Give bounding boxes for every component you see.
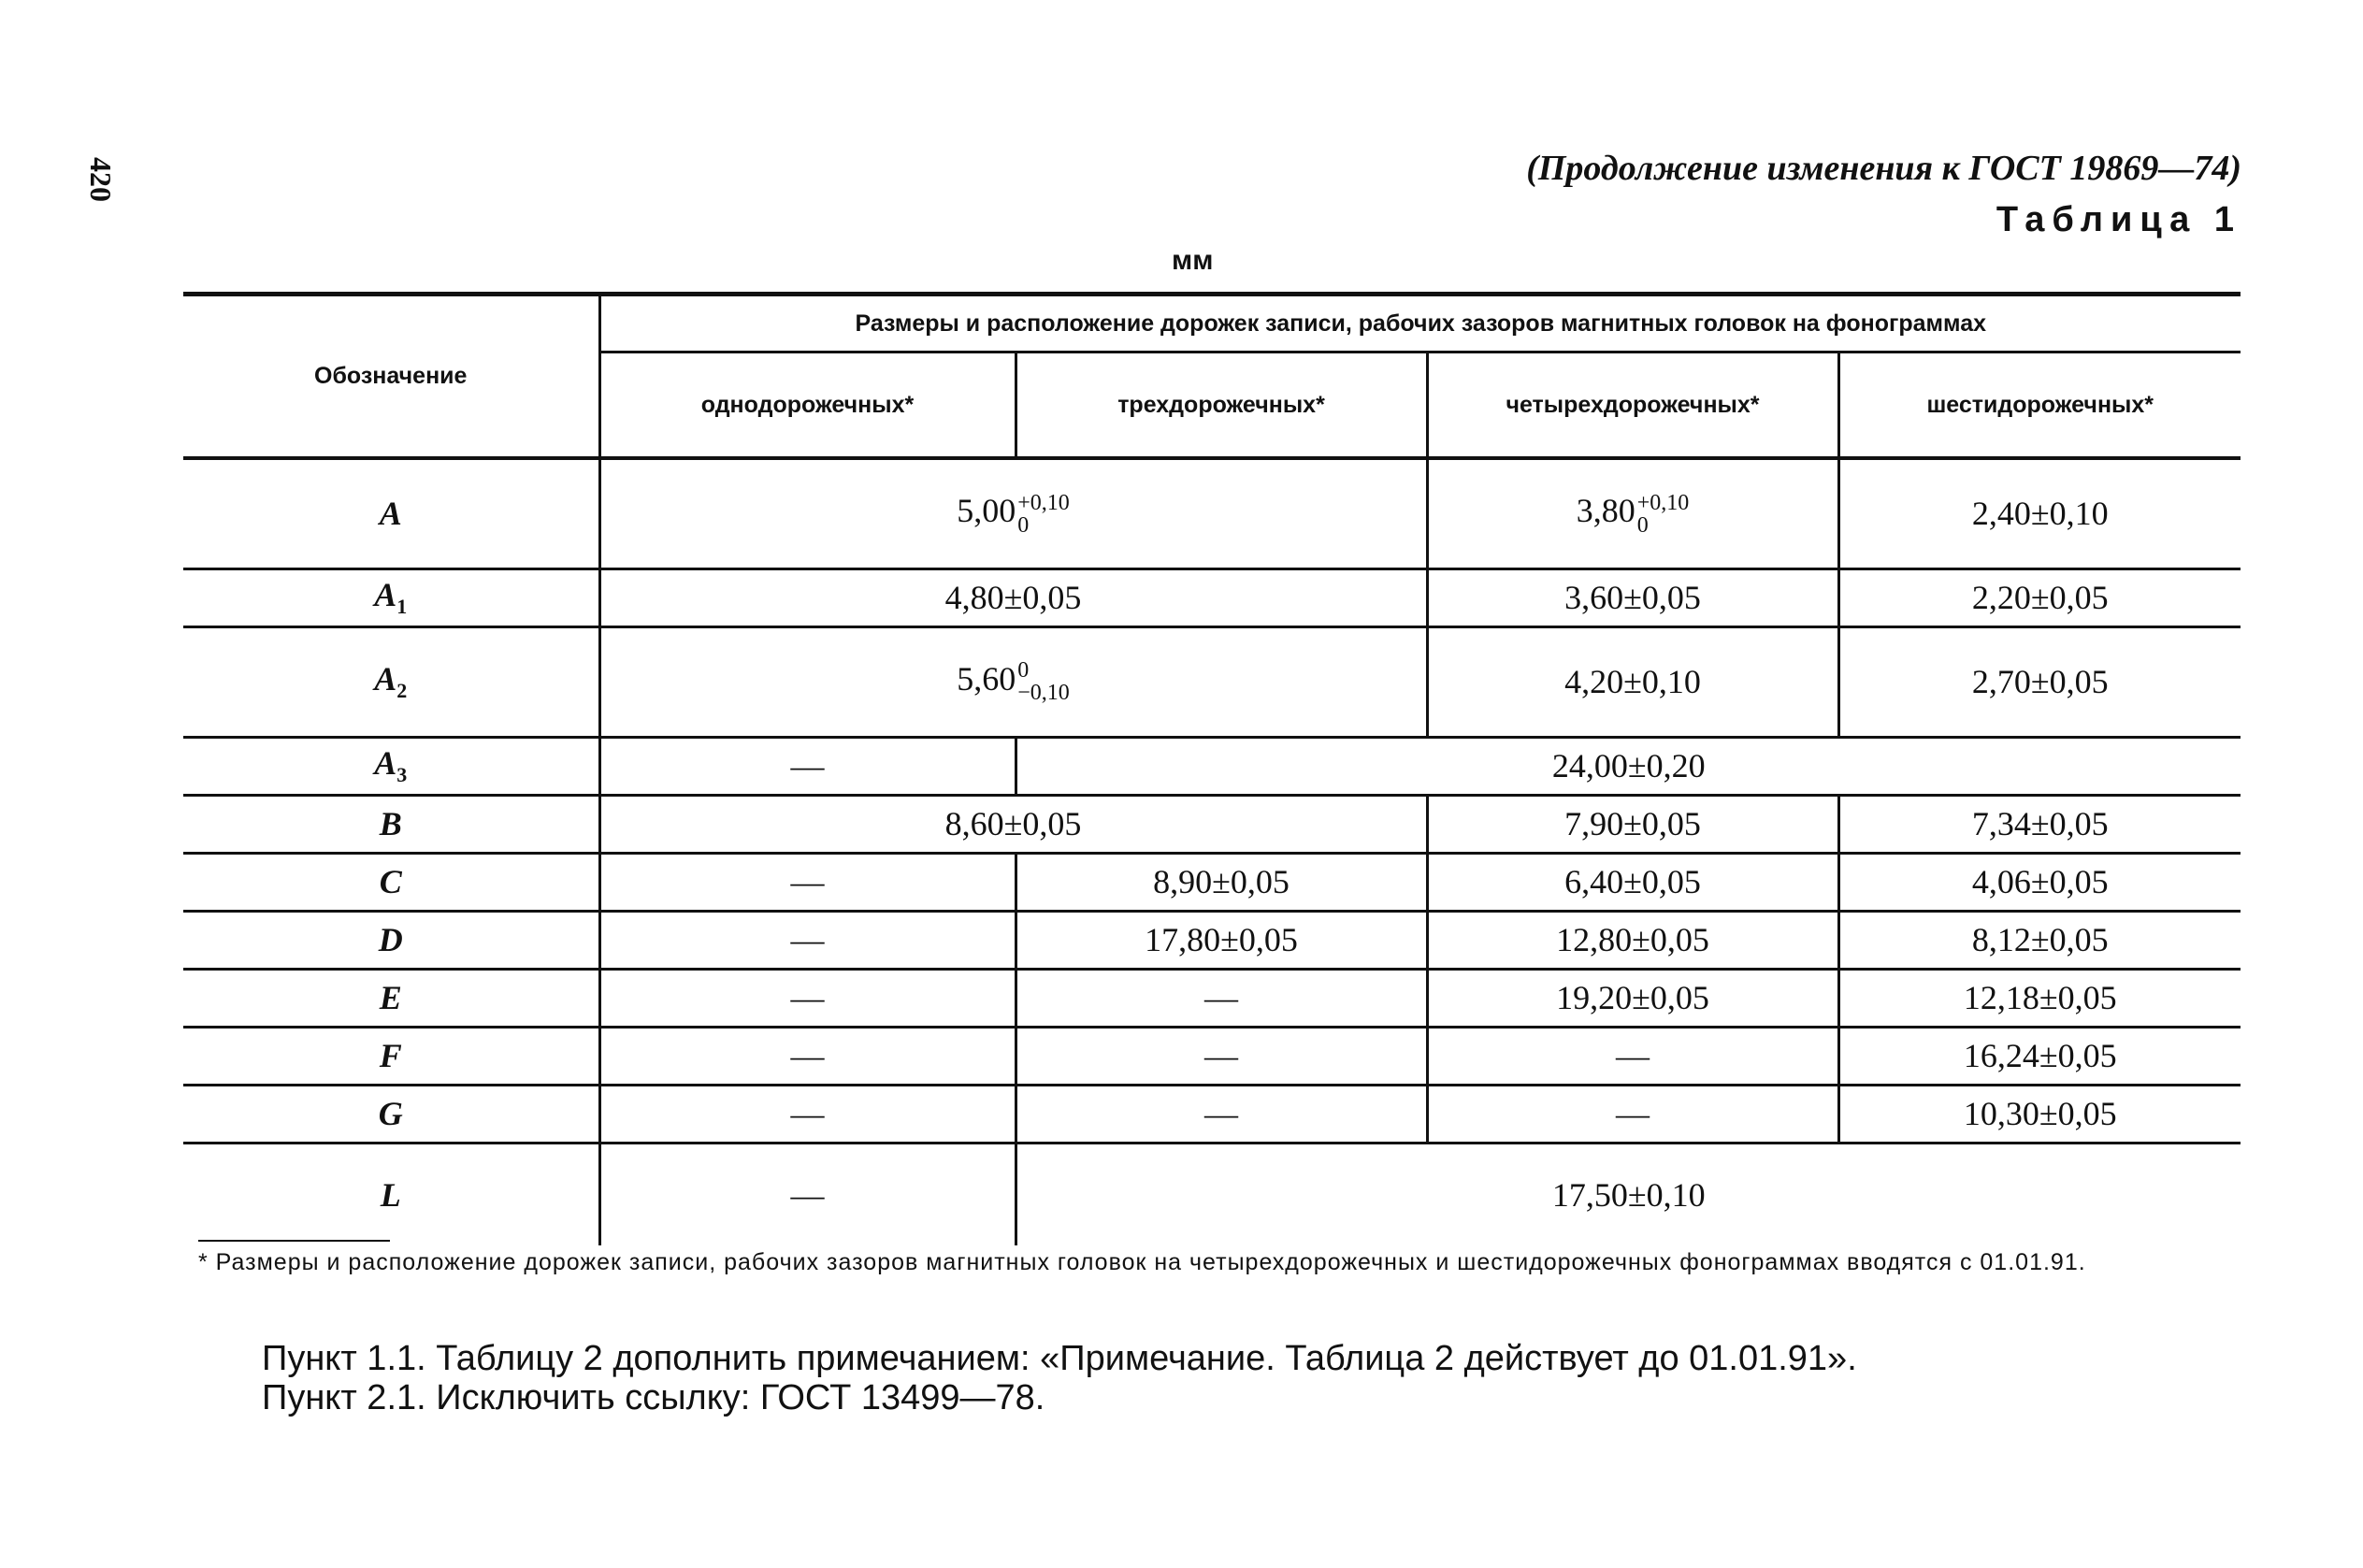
header-one-track: однодорожечных*: [599, 352, 1016, 459]
cell-upper-tolerance: 0: [1017, 658, 1030, 683]
cell-one: —: [599, 1027, 1016, 1085]
cell-base-value: 5,00: [957, 491, 1016, 529]
cell-one: —: [599, 911, 1016, 969]
cell-six: 4,06±0,05: [1838, 853, 2241, 911]
cell-upper-tolerance: +0,10: [1636, 490, 1690, 515]
table-row: [183, 626, 2241, 737]
cell-one-three: 4,80±0,05: [599, 568, 1427, 626]
cell-upper-tolerance: +0,10: [1017, 490, 1070, 515]
row-symbol: $A_3$: [374, 744, 408, 787]
cell-six: 2,70±0,05: [1838, 626, 2241, 737]
cell-three: 8,90±0,05: [1016, 853, 1427, 911]
row-symbol: $A_2$: [374, 660, 408, 703]
header-four-track: четырехдорожечных*: [1427, 352, 1838, 459]
row-symbol: F: [379, 1037, 402, 1074]
page-number: 420: [84, 157, 118, 202]
table-label: Таблица 1: [1996, 200, 2241, 239]
cell-one: —: [599, 737, 1016, 795]
cell-lower-tolerance: 0: [1636, 512, 1649, 538]
footnote-divider: [198, 1240, 390, 1242]
footnote: * Размеры и расположение дорожек записи, рабочих зазоров магнитных головок на четырехдорожечных и шестидорожечных фонограммах вводятся с 01.01.91.: [198, 1249, 2086, 1275]
table-row: [183, 1085, 2241, 1143]
row-symbol: B: [379, 805, 402, 842]
cell-six: 10,30±0,05: [1838, 1085, 2241, 1143]
row-symbol: D: [378, 921, 403, 958]
continuation-caption: (Продолжение изменения к ГОСТ 19869—74): [1526, 149, 2241, 188]
cell-lower-tolerance: −0,10: [1017, 681, 1070, 706]
cell-six: 2,40±0,10: [1838, 458, 2241, 568]
cell-six: 8,12±0,05: [1838, 911, 2241, 969]
header-designation: Обозначение: [183, 295, 599, 459]
cell-one-three: [599, 626, 1427, 737]
cell-four: —: [1427, 1027, 1838, 1085]
header-six-track: шестидорожечных*: [1838, 352, 2241, 459]
cell-six: 16,24±0,05: [1838, 1027, 2241, 1085]
cell-six: 7,34±0,05: [1838, 795, 2241, 853]
row-symbol: L: [380, 1175, 401, 1214]
cell-base-value: 3,80: [1576, 491, 1635, 529]
unit-label: мм: [1172, 245, 1214, 276]
row-symbol: $A_1$: [374, 576, 408, 619]
row-symbol: A: [379, 495, 402, 533]
cell-base-value: 5,60: [957, 659, 1016, 698]
cell-four: 3,60±0,05: [1427, 568, 1838, 626]
cell-lower-tolerance: 0: [1017, 512, 1030, 538]
cell-three-four-six: 24,00±0,20: [1016, 737, 2241, 795]
cell-four: 19,20±0,05: [1427, 969, 1838, 1027]
cell-three: —: [1016, 1085, 1427, 1143]
header-three-track: трехдорожечных*: [1016, 352, 1427, 459]
cell-one-three: [599, 458, 1427, 568]
cell-one-three: 8,60±0,05: [599, 795, 1427, 853]
cell-four: 7,90±0,05: [1427, 795, 1838, 853]
cell-six: 12,18±0,05: [1838, 969, 2241, 1027]
header-group: Размеры и расположение дорожек записи, рабочих зазоров магнитных головок на фонограммах: [599, 295, 2241, 352]
cell-four: [1427, 458, 1838, 568]
cell-four: 6,40±0,05: [1427, 853, 1838, 911]
table-row: [183, 1143, 2241, 1245]
row-symbol: C: [379, 863, 402, 900]
cell-one: —: [599, 1143, 1016, 1245]
dimensions-table: [183, 292, 2241, 1245]
cell-three: —: [1016, 1027, 1427, 1085]
cell-one: —: [599, 969, 1016, 1027]
cell-one: —: [599, 853, 1016, 911]
table-row: [183, 795, 2241, 853]
table-row: [183, 737, 2241, 795]
cell-three-four-six: 17,50±0,10: [1016, 1143, 2241, 1245]
row-symbol: E: [379, 979, 402, 1016]
table-row: [183, 911, 2241, 969]
table-row: [183, 568, 2241, 626]
amendment-line-1: Пункт 1.1. Таблицу 2 дополнить примечанием: «Примечание. Таблица 2 действует до 01.01.91».: [262, 1339, 1857, 1378]
amendment-line-2: Пункт 2.1. Исключить ссылку: ГОСТ 13499—78.: [262, 1378, 1045, 1417]
table-row: [183, 969, 2241, 1027]
cell-three: 17,80±0,05: [1016, 911, 1427, 969]
cell-four: —: [1427, 1085, 1838, 1143]
cell-four: 4,20±0,10: [1427, 626, 1838, 737]
cell-one: —: [599, 1085, 1016, 1143]
cell-four: 12,80±0,05: [1427, 911, 1838, 969]
row-symbol: G: [378, 1095, 403, 1132]
table-row: [183, 458, 2241, 568]
table-row: [183, 853, 2241, 911]
cell-six: 2,20±0,05: [1838, 568, 2241, 626]
table-row: [183, 1027, 2241, 1085]
cell-three: —: [1016, 969, 1427, 1027]
